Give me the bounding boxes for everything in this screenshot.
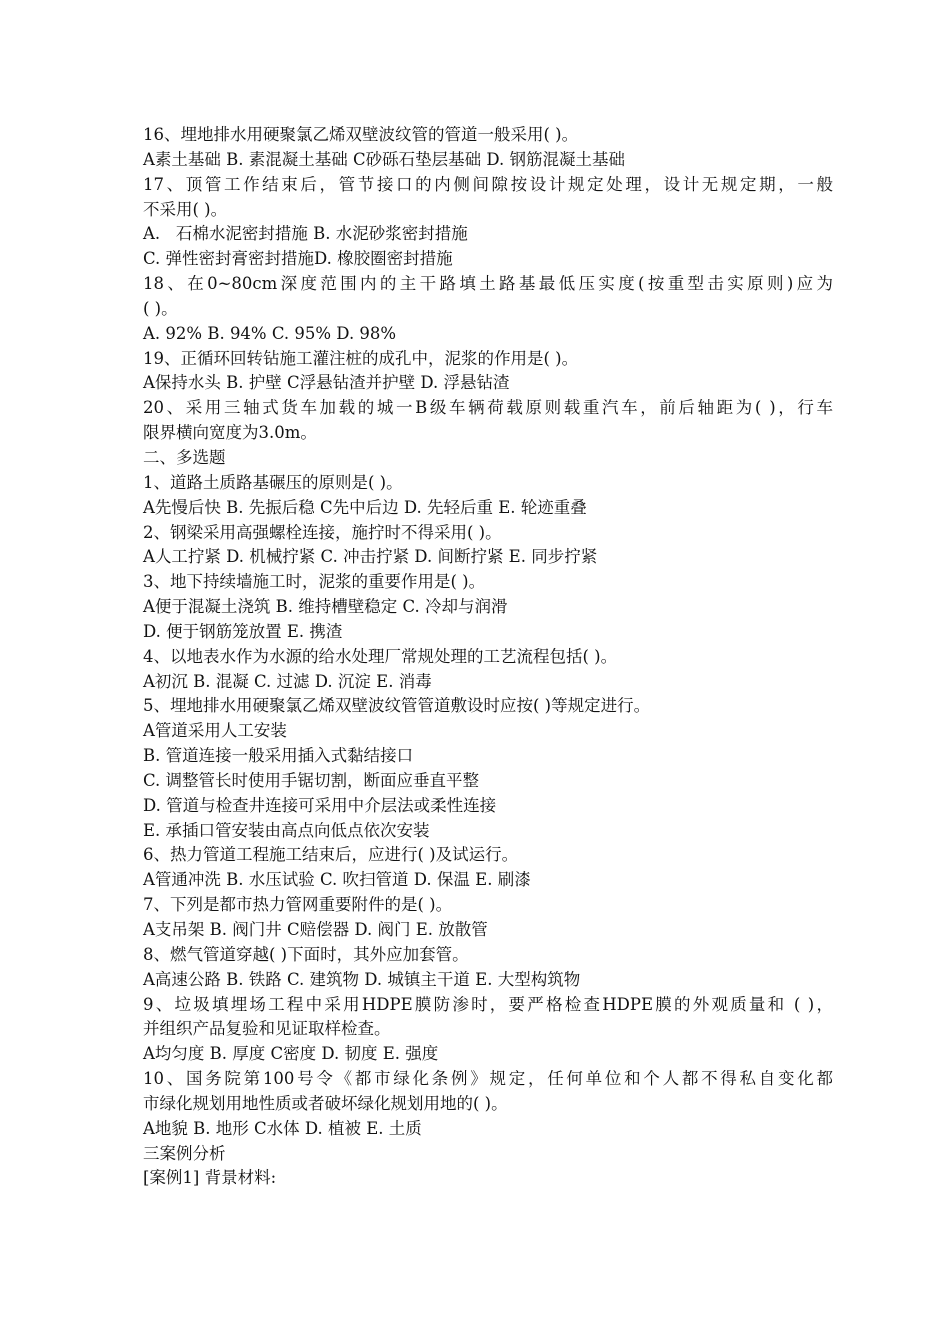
document-page — [143, 123, 833, 1191]
question-text: 10、国务院第100号令《都市绿化条例》规定，任何单位和个人都不得私自变化都 — [143, 1069, 833, 1089]
answer-options: A保持水头 B. 护壁 C浮悬钻渣并护壁 D. 浮悬钻渣 — [143, 373, 510, 393]
question-text: 并组织产品复验和见证取样检查。 — [143, 1019, 391, 1039]
question-text: 16、埋地排水用硬聚氯乙烯双壁波纹管的管道一般采用( )。 — [143, 125, 579, 144]
answer-options: A管通冲洗 B. 水压试验 C. 吹扫管道 D. 保温 E. 刷漆 — [143, 870, 531, 890]
answer-options: A素土基础 B. 素混凝土基础 C砂砾石垫层基础 D. 钢筋混凝土基础 — [143, 149, 626, 169]
answer-options: C. 调整管长时使用手锯切割，断面应垂直平整 — [143, 770, 480, 790]
answer-options: C. 弹性密封膏密封措施D. 橡胶圈密封措施 — [143, 249, 453, 269]
question-text: 2、钢梁采用高强螺栓连接，施拧时不得采用( )。 — [143, 522, 502, 542]
answer-options: A先慢后快 B. 先振后稳 C先中后边 D. 先轻后重 E. 轮迹重叠 — [143, 497, 587, 517]
question-text: 市绿化规划用地性质或者破坏绿化规划用地的( )。 — [143, 1093, 508, 1113]
section-heading: 二、多选题 — [143, 447, 226, 467]
answer-options: A均匀度 B. 厚度 C密度 D. 韧度 E. 强度 — [143, 1044, 439, 1064]
question-text: 限界横向宽度为3.0m。 — [143, 423, 317, 443]
question-text: 18、在0~80cm深度范围内的主干路填土路基最低压实度(按重型击实原则)应为 — [143, 274, 833, 294]
question-text: 9、垃圾填埋场工程中采用HDPE膜防渗时，要严格检查HDPE膜的外观质量和 ( )， — [143, 994, 833, 1014]
question-text: 6、热力管道工程施工结束后，应进行( )及试运行。 — [143, 845, 519, 865]
answer-options: D. 管道与检查井连接可采用中介层法或柔性连接 — [143, 795, 497, 815]
answer-options: A便于混凝土浇筑 B. 维持槽壁稳定 C. 冷却与润滑 — [143, 597, 508, 617]
question-text: 5、埋地排水用硬聚氯乙烯双壁波纹管管道敷设时应按( )等规定进行。 — [143, 696, 651, 716]
answer-options: E. 承插口管安装由高点向低点依次安装 — [143, 820, 430, 840]
section-heading: 三案例分析 — [143, 1143, 226, 1163]
question-text: 3、地下持续墙施工时，泥浆的重要作用是( )。 — [143, 572, 486, 592]
answer-options: A管道采用人工安装 — [143, 721, 287, 741]
answer-options: D. 便于钢筋笼放置 E. 携渣 — [143, 621, 343, 641]
question-text: 4、以地表水作为水源的给水处理厂常规处理的工艺流程包括( )。 — [143, 646, 618, 666]
question-text: 1、道路土质路基碾压的原则是( )。 — [143, 472, 403, 492]
answer-options: A地貌 B. 地形 C水体 D. 植被 E. 土质 — [143, 1118, 422, 1138]
question-text: ( )。 — [143, 298, 178, 318]
answer-options: A人工拧紧 D. 机械拧紧 C. 冲击拧紧 D. 间断拧紧 E. 同步拧紧 — [143, 547, 598, 567]
answer-options: A支吊架 B. 阀门井 C赔偿器 D. 阀门 E. 放散管 — [143, 920, 488, 939]
answer-options: B. 管道连接一般采用插入式黏结接口 — [143, 746, 414, 766]
question-text: 8、燃气管道穿越( )下面时，其外应加套管。 — [143, 944, 469, 964]
answer-options: A. 92% B. 94% C. 95% D. 98% — [143, 323, 397, 343]
answer-options: A高速公路 B. 铁路 C. 建筑物 D. 城镇主干道 E. 大型构筑物 — [143, 969, 581, 989]
answer-options: A初沉 B. 混凝 C. 过滤 D. 沉淀 E. 消毒 — [143, 671, 432, 691]
question-text: 7、下列是都市热力管网重要附件的是( )。 — [143, 895, 453, 915]
question-text: 19、正循环回转钻施工灌注桩的成孔中，泥浆的作用是( )。 — [143, 348, 579, 368]
question-text: 20、采用三轴式货车加载的城一B级车辆荷载原则载重汽车，前后轴距为( )，行车 — [143, 398, 833, 418]
section-heading: [案例1] 背景材料: — [143, 1168, 277, 1188]
answer-options: A. 石棉水泥密封措施 B. 水泥砂浆密封措施 — [143, 224, 468, 244]
question-text: 17、顶管工作结束后，管节接口的内侧间隙按设计规定处理，设计无规定期，一般 — [143, 174, 833, 194]
question-text: 不采用( )。 — [143, 199, 228, 219]
